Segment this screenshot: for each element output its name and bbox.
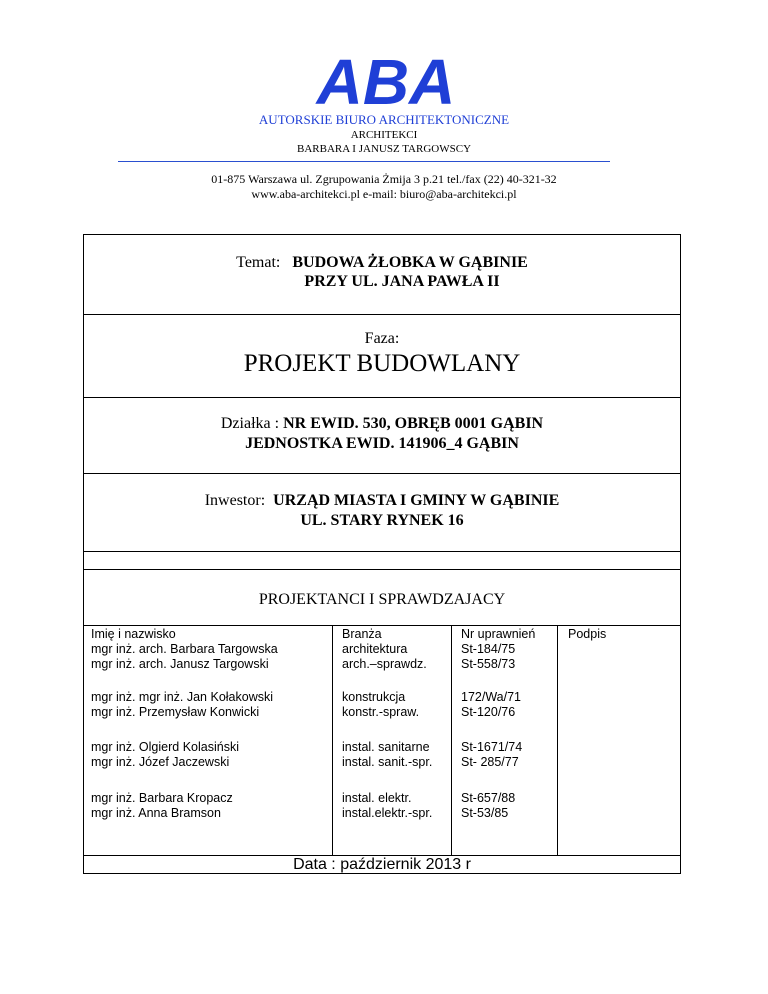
inwestor-label: Inwestor: bbox=[204, 492, 266, 509]
designer-branch: instal. sanitarne bbox=[342, 740, 430, 754]
designer-group-2-license bbox=[461, 690, 521, 720]
designer-license: St-53/85 bbox=[461, 806, 509, 820]
aba-logo-text: ABA bbox=[316, 52, 456, 112]
firm-subtitle-architects: ARCHITEKCI bbox=[350, 129, 418, 141]
designer-name: mgr inż. Józef Jaczewski bbox=[91, 755, 230, 769]
designer-group-4-branch bbox=[342, 791, 432, 821]
designer-name: mgr inż. mgr inż. Jan Kołakowski bbox=[91, 690, 274, 704]
dzialka-line1 bbox=[84, 415, 680, 433]
designer-group-3-license bbox=[461, 740, 522, 770]
designer-group-3-names bbox=[91, 740, 239, 770]
designer-name: mgr inż. arch. Janusz Targowski bbox=[91, 657, 269, 671]
divider bbox=[84, 569, 680, 570]
header-name: Imię i nazwisko bbox=[91, 627, 176, 641]
designer-license: 172/Wa/71 bbox=[461, 690, 521, 704]
title-sheet-frame bbox=[83, 234, 681, 874]
designer-branch: konstrukcja bbox=[342, 690, 406, 704]
designer-group-2-names bbox=[91, 690, 273, 720]
designer-branch: arch.–sprawdz. bbox=[342, 657, 427, 671]
header-branch: Branża bbox=[342, 627, 382, 641]
designer-branch: instal. sanit.-spr. bbox=[342, 755, 433, 769]
temat-label: Temat: bbox=[236, 254, 281, 271]
designer-branch: instal.elektr.-spr. bbox=[342, 806, 433, 820]
header-divider bbox=[118, 161, 610, 162]
designer-group-3-branch bbox=[342, 740, 432, 770]
designer-group-4-names bbox=[91, 791, 233, 821]
document-date: Data : październik 2013 r bbox=[293, 856, 471, 873]
designer-license: St-184/75 bbox=[461, 642, 516, 656]
divider bbox=[84, 314, 680, 315]
designer-name: mgr inż. Barbara Kropacz bbox=[91, 791, 233, 805]
firm-address: 01-875 Warszawa ul. Zgrupowania Żmija 3 p.21 tel./fax (22) 40-321-32 bbox=[211, 172, 557, 186]
dzialka-value-line2: JEDNOSTKA EWID. 141906_4 GĄBIN bbox=[245, 435, 519, 452]
designer-group-4-license bbox=[461, 791, 515, 821]
temat-line1 bbox=[84, 254, 680, 272]
designer-name: mgr inż. Przemysław Konwicki bbox=[91, 705, 260, 719]
inwestor-line1 bbox=[84, 492, 680, 510]
header-sign: Podpis bbox=[568, 627, 607, 641]
designer-group-1-names bbox=[91, 627, 278, 672]
firm-web-mail: www.aba-architekci.pl e-mail: biuro@aba-architekci.pl bbox=[251, 187, 517, 201]
dzialka-value-line1: NR EWID. 530, OBRĘB 0001 GĄBIN bbox=[283, 415, 544, 432]
divider bbox=[84, 473, 680, 474]
divider bbox=[84, 397, 680, 398]
designer-group-1-branch bbox=[342, 627, 427, 672]
temat-value-line2: PRZY UL. JANA PAWŁA II bbox=[304, 273, 500, 290]
designer-name: mgr inż. Anna Bramson bbox=[91, 806, 221, 820]
inwestor-value-line1: URZĄD MIASTA I GMINY W GĄBINIE bbox=[273, 492, 560, 509]
header-license: Nr uprawnień bbox=[461, 627, 536, 641]
designer-branch: instal. elektr. bbox=[342, 791, 412, 805]
dzialka-label: Działka : bbox=[220, 415, 280, 432]
designer-branch: konstr.-spraw. bbox=[342, 705, 420, 719]
designer-license: St- 285/77 bbox=[461, 755, 519, 769]
designer-license: St-1671/74 bbox=[461, 740, 523, 754]
temat-value-line1: BUDOWA ŻŁOBKA W GĄBINIE bbox=[292, 254, 528, 271]
divider bbox=[84, 551, 680, 552]
designer-name: mgr inż. arch. Barbara Targowska bbox=[91, 642, 278, 656]
designer-license: St-657/88 bbox=[461, 791, 516, 805]
temat-line2 bbox=[84, 273, 680, 291]
faza-label: Faza: bbox=[364, 330, 400, 347]
faza-value: PROJEKT BUDOWLANY bbox=[243, 350, 521, 377]
column-divider bbox=[332, 625, 333, 855]
aba-logo bbox=[291, 52, 481, 112]
inwestor-line2 bbox=[84, 512, 680, 530]
column-divider bbox=[557, 625, 558, 855]
designer-name: mgr inż. Olgierd Kolasiński bbox=[91, 740, 239, 754]
designer-branch: architektura bbox=[342, 642, 408, 656]
column-divider bbox=[451, 625, 452, 855]
designers-title: PROJEKTANCI I SPRAWDZAJACY bbox=[258, 591, 506, 608]
firm-subtitle-owners: BARBARA I JANUSZ TARGOWSCY bbox=[296, 143, 472, 155]
designer-group-2-branch bbox=[342, 690, 419, 720]
designer-license: St-558/73 bbox=[461, 657, 516, 671]
designers-table-top bbox=[84, 625, 680, 626]
firm-name: AUTORSKIE BIURO ARCHITEKTONICZNE bbox=[258, 112, 510, 127]
designer-license: St-120/76 bbox=[461, 705, 516, 719]
inwestor-value-line2: UL. STARY RYNEK 16 bbox=[300, 512, 464, 529]
designer-group-1-license bbox=[461, 627, 535, 672]
dzialka-line2 bbox=[84, 435, 680, 453]
